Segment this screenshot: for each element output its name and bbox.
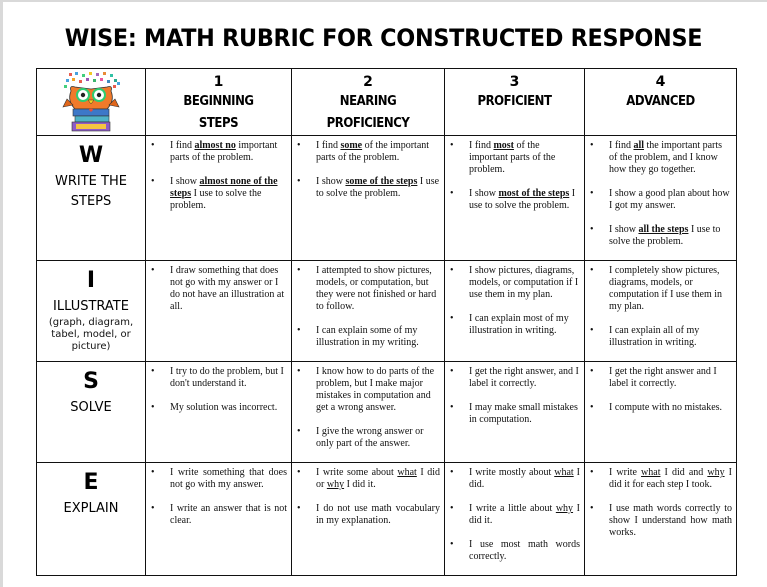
rubric-cell	[585, 136, 737, 261]
criterion-row-explain	[37, 463, 737, 576]
bullet-list	[292, 467, 440, 527]
rubric-cell	[292, 261, 445, 362]
rubric-bullet: • I show all the steps I use to solve the problem.	[585, 224, 732, 248]
bullet-list	[146, 265, 287, 313]
rubric-bullet: • I get the right answer and I label it correctly.	[585, 366, 732, 390]
rubric-bullet: • I show most of the steps I use to solve the problem.	[445, 188, 580, 212]
rubric-bullet: • I find some of the important parts of the problem.	[292, 140, 440, 164]
rubric-cell	[445, 362, 585, 463]
bullet-list	[146, 366, 287, 414]
rubric-cell	[146, 362, 292, 463]
bullet-list	[585, 467, 732, 539]
rubric-bullet: • I show some of the steps I use to solve the problem.	[292, 176, 440, 200]
rubric-table	[36, 68, 737, 576]
bullet-list	[585, 366, 732, 414]
rubric-bullet: • I give the wrong answer or only part of the answer.	[292, 426, 440, 450]
level-header-4: 4 ADVANCED	[585, 69, 737, 136]
rubric-bullet: • I write a little about why I did it.	[445, 503, 580, 527]
page-edge	[0, 0, 3, 587]
rubric-bullet: • I compute with no mistakes.	[585, 402, 732, 414]
bullet-list	[292, 265, 440, 349]
rubric-bullet: • I can explain some of my illustration in my writing.	[292, 325, 440, 349]
criterion-cell: I ILLUSTRATE (graph, diagram, tabel, model, or picture)	[37, 261, 146, 362]
rubric-cell	[146, 463, 292, 576]
rubric-bullet: • I use most math words correctly.	[445, 539, 580, 563]
criterion-cell: E EXPLAIN	[37, 463, 146, 576]
criterion-cell: W WRITE THE STEPS	[37, 136, 146, 261]
rubric-bullet: • I show almost none of the steps I use to solve the problem.	[146, 176, 287, 212]
rubric-bullet: • I write some about what I did or why I did it.	[292, 467, 440, 491]
rubric-cell	[292, 362, 445, 463]
rubric-cell	[292, 136, 445, 261]
rubric-bullet: • I draw something that does not go with my answer or I do not have an illustration at all.	[146, 265, 287, 313]
bullet-list	[445, 265, 580, 337]
rubric-bullet: • I attempted to show pictures, models, or computation, but they were not finished or hard to follow.	[292, 265, 440, 313]
rubric-cell	[585, 362, 737, 463]
bullet-list	[146, 140, 287, 212]
bullet-list	[292, 366, 440, 450]
rubric-bullet: • I know how to do parts of the problem, but I make major mistakes in computation and get a wrong answer.	[292, 366, 440, 414]
page-title: WISE: MATH RUBRIC FOR CONSTRUCTED RESPONSE	[64, 24, 703, 52]
rubric-cell	[585, 261, 737, 362]
page-edge	[0, 0, 767, 2]
level-header-1: 1 BEGINNING STEPS	[146, 69, 292, 136]
rubric-bullet: • I can explain all of my illustration in writing.	[585, 325, 732, 349]
criterion-row-illustrate	[37, 261, 737, 362]
bullet-list	[585, 140, 732, 248]
rubric-bullet: • I write something that does not go with my answer.	[146, 467, 287, 491]
rubric-cell	[146, 136, 292, 261]
rubric-bullet: • I write mostly about what I did.	[445, 467, 580, 491]
rubric-bullet: • I use math words correctly to show I understand how math works.	[585, 503, 732, 539]
rubric-bullet: • I do not use math vocabulary in my explanation.	[292, 503, 440, 527]
level-header-2: 2 NEARING PROFICIENCY	[292, 69, 445, 136]
rubric-bullet: • I show a good plan about how I got my answer.	[585, 188, 732, 212]
rubric-bullet: • I try to do the problem, but I don't understand it.	[146, 366, 287, 390]
logo-cell	[37, 69, 146, 136]
bullet-list	[585, 265, 732, 349]
criterion-row-solve	[37, 362, 737, 463]
rubric-cell	[146, 261, 292, 362]
rubric-bullet: • I write an answer that is not clear.	[146, 503, 287, 527]
rubric-bullet: • I find most of the important parts of the problem.	[445, 140, 580, 176]
criterion-row-write	[37, 136, 737, 261]
rubric-bullet: • I get the right answer, and I label it correctly.	[445, 366, 580, 390]
rubric-cell	[445, 463, 585, 576]
level-header-3: 3 PROFICIENT	[445, 69, 585, 136]
rubric-cell	[292, 463, 445, 576]
bullet-list	[445, 366, 580, 426]
bullet-list	[292, 140, 440, 200]
rubric-bullet: • I find almost no important parts of the problem.	[146, 140, 287, 164]
rubric-bullet: • I may make small mistakes in computation.	[445, 402, 580, 426]
rubric-cell	[445, 261, 585, 362]
bullet-list	[146, 467, 287, 527]
rubric-bullet: • I write what I did and why I did it for each step I took.	[585, 467, 732, 491]
rubric-bullet: • I completely show pictures, diagrams, models, or computation if I use them in my plan.	[585, 265, 732, 313]
rubric-bullet: • I show pictures, diagrams, models, or computation if I use them in my plan.	[445, 265, 580, 301]
rubric-bullet: • I can explain most of my illustration in writing.	[445, 313, 580, 337]
rubric-bullet: • My solution was incorrect.	[146, 402, 287, 414]
criterion-cell: S SOLVE	[37, 362, 146, 463]
rubric-cell	[585, 463, 737, 576]
owl-on-books-icon	[55, 71, 127, 133]
rubric-cell	[445, 136, 585, 261]
bullet-list	[445, 467, 580, 563]
bullet-list	[445, 140, 580, 212]
rubric-bullet: • I find all the important parts of the problem, and I know how they go together.	[585, 140, 732, 176]
header-row	[37, 69, 737, 136]
